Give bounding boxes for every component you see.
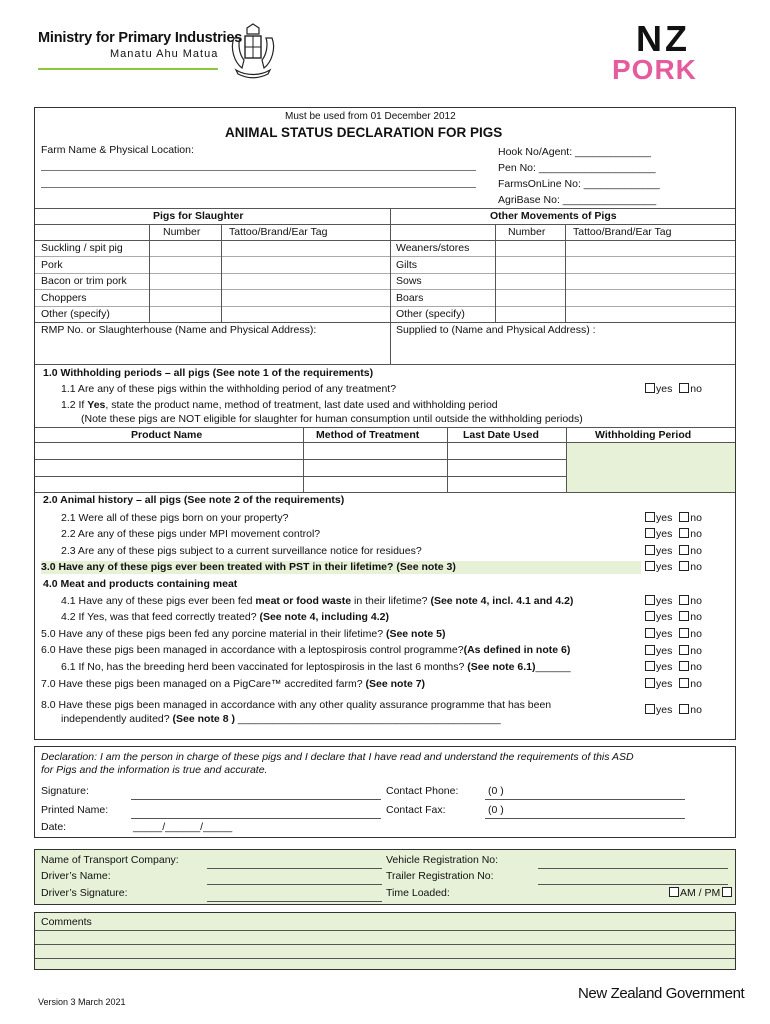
divider <box>35 364 735 365</box>
question-2-3: 2.3 Are any of these pigs subject to a current surveillance notice for residues? <box>61 545 422 557</box>
am-checkbox[interactable] <box>669 887 679 897</box>
am-pm-selector: AM / PM <box>669 887 733 899</box>
no-checkbox[interactable] <box>679 383 689 393</box>
no-checkbox[interactable] <box>679 528 689 538</box>
nz-pork-logo-bottom: PORK <box>612 54 697 85</box>
question-6-0: 6.0 Have these pigs been managed in accordance with a leptospirosis control programme?(As defined in note 6) <box>41 644 571 656</box>
col-withholding-period: Withholding Period <box>595 429 692 441</box>
slaughter-row: Bacon or trim pork <box>41 275 127 287</box>
question-8-0-cont: independently audited? (See note 8 ) _____________________________________________ <box>61 713 501 725</box>
slaughter-col-tag: Tattoo/Brand/Ear Tag <box>229 226 328 238</box>
yes-checkbox[interactable] <box>645 645 655 655</box>
divider <box>35 256 735 257</box>
question-2-1: 2.1 Were all of these pigs born on your property? <box>61 512 289 524</box>
logo-underline <box>38 68 218 70</box>
time-loaded-label: Time Loaded: <box>386 887 450 899</box>
comment-line[interactable] <box>35 930 735 931</box>
farm-line-2[interactable] <box>41 187 476 188</box>
nz-government-logo: New Zealand Government <box>578 985 745 1002</box>
divider <box>566 427 567 492</box>
nz-pork-logo-top: NZ <box>636 18 690 59</box>
withholding-period-shade <box>566 443 735 492</box>
transport-box <box>34 849 736 905</box>
divider <box>35 322 735 323</box>
yes-checkbox[interactable] <box>645 628 655 638</box>
yes-checkbox[interactable] <box>645 545 655 555</box>
declaration-text-1: Declaration: I am the person in charge of these pigs and I declare that I have read and understand the requirements of this ASD <box>41 751 634 763</box>
trailer-registration-label: Trailer Registration No: <box>386 870 494 882</box>
transport-company-label: Name of Transport Company: <box>41 854 179 866</box>
signature-line[interactable] <box>131 799 381 800</box>
farmsonline-field[interactable]: FarmsOnLine No: _____________ <box>498 178 660 190</box>
notice: Must be used from 01 December 2012 <box>285 111 456 122</box>
history-heading: 2.0 Animal history – all pigs (See note 2 of the requirements) <box>43 494 345 506</box>
comment-line[interactable] <box>35 944 735 945</box>
yes-no-3-0: yes no <box>645 561 702 573</box>
col-last-date: Last Date Used <box>463 429 539 441</box>
driver-name-line[interactable] <box>207 884 382 885</box>
slaughter-row: Pork <box>41 259 63 271</box>
no-checkbox[interactable] <box>679 704 689 714</box>
no-checkbox[interactable] <box>679 561 689 571</box>
trailer-registration-line[interactable] <box>538 884 728 885</box>
slaughter-heading: Pigs for Slaughter <box>153 210 244 222</box>
divider <box>495 224 496 322</box>
other-col-tag: Tattoo/Brand/Ear Tag <box>573 226 672 238</box>
declaration-box <box>34 746 736 838</box>
no-checkbox[interactable] <box>679 611 689 621</box>
no-checkbox[interactable] <box>679 678 689 688</box>
yes-checkbox[interactable] <box>645 704 655 714</box>
slaughter-row: Choppers <box>41 292 87 304</box>
rmp-label: RMP No. or Slaughterhouse (Name and Physical Address): <box>41 324 317 336</box>
divider <box>35 289 735 290</box>
version-text: Version 3 March 2021 <box>38 997 126 1007</box>
divider <box>35 273 735 274</box>
other-col-number: Number <box>508 226 546 238</box>
other-row: Other (specify) <box>396 308 465 320</box>
divider <box>447 427 448 492</box>
comment-line[interactable] <box>35 958 735 959</box>
slaughter-row: Suckling / spit pig <box>41 242 123 254</box>
col-product-name: Product Name <box>131 429 203 441</box>
driver-name-label: Driver’s Name: <box>41 870 111 882</box>
agribase-field[interactable]: AgriBase No: ________________ <box>498 194 657 206</box>
question-1-1: 1.1 Are any of these pigs within the withholding period of any treatment? <box>61 383 397 395</box>
contact-fax-label: Contact Fax: <box>386 804 446 816</box>
fax-line[interactable] <box>485 818 685 819</box>
driver-signature-label: Driver’s Signature: <box>41 887 128 899</box>
question-7-0: 7.0 Have these pigs been managed on a PigCare™ accredited farm? (See note 7) <box>41 678 426 690</box>
question-5-0: 5.0 Have any of these pigs been fed any porcine material in their lifetime? (See note 5) <box>41 628 446 640</box>
pen-no-field[interactable]: Pen No: ____________________ <box>498 162 656 174</box>
yes-no-4-1: yes no <box>645 595 702 607</box>
question-6-1: 6.1 If No, has the breeding herd been vaccinated for leptospirosis in the last 6 months? (See note 6.1)______ <box>61 661 571 673</box>
yes-no-7-0: yes no <box>645 678 702 690</box>
mpi-logo <box>38 30 242 60</box>
question-2-2: 2.2 Are any of these pigs under MPI movement control? <box>61 528 321 540</box>
other-row: Sows <box>396 275 422 287</box>
divider <box>35 208 735 209</box>
coat-of-arms-icon <box>228 22 278 80</box>
other-row: Weaners/stores <box>396 242 470 254</box>
other-row: Gilts <box>396 259 417 271</box>
main-form-box <box>34 107 736 740</box>
yes-checkbox[interactable] <box>645 383 655 393</box>
yes-checkbox[interactable] <box>645 512 655 522</box>
no-checkbox[interactable] <box>679 545 689 555</box>
contact-phone-field[interactable]: (0 ) <box>488 785 504 797</box>
pm-checkbox[interactable] <box>722 887 732 897</box>
phone-line[interactable] <box>485 799 685 800</box>
farm-line-1[interactable] <box>41 170 476 171</box>
contact-fax-field[interactable]: (0 ) <box>488 804 504 816</box>
yes-no-2-1: yes no <box>645 512 702 524</box>
divider <box>35 427 735 428</box>
transport-company-line[interactable] <box>207 868 382 869</box>
yes-no-5-0: yes no <box>645 628 702 640</box>
yes-checkbox[interactable] <box>645 661 655 671</box>
supplied-to-label: Supplied to (Name and Physical Address) : <box>396 324 596 336</box>
question-4-2: 4.2 If Yes, was that feed correctly treated? (See note 4, including 4.2) <box>61 611 389 623</box>
divider <box>565 224 566 322</box>
question-8-0: 8.0 Have these pigs been managed in accordance with any other quality assurance programme that has been <box>41 699 552 711</box>
declaration-text-2: for Pigs and the information is true and accurate. <box>41 764 268 776</box>
no-checkbox[interactable] <box>679 628 689 638</box>
yes-checkbox[interactable] <box>645 595 655 605</box>
yes-no-4-2: yes no <box>645 611 702 623</box>
vehicle-registration-line[interactable] <box>538 868 728 869</box>
question-4-1: 4.1 Have any of these pigs ever been fed meat or food waste in their lifetime? (See note 4, incl. 4.1 and 4.2) <box>61 595 574 607</box>
yes-checkbox[interactable] <box>645 678 655 688</box>
yes-no-1-1: yes no <box>645 383 702 395</box>
slaughter-col-number: Number <box>163 226 201 238</box>
divider <box>35 492 735 493</box>
question-3-0: 3.0 Have any of these pigs ever been treated with PST in their lifetime? (See note 3) <box>41 561 641 574</box>
question-1-2: 1.2 If Yes, state the product name, method of treatment, last date used and withholding period <box>61 399 498 411</box>
other-movements-heading: Other Movements of Pigs <box>490 210 617 222</box>
date-label: Date: <box>41 821 67 833</box>
comments-label: Comments <box>41 916 92 928</box>
form-title: ANIMAL STATUS DECLARATION FOR PIGS <box>225 125 503 140</box>
contact-phone-label: Contact Phone: <box>386 785 459 797</box>
divider <box>221 224 222 322</box>
divider <box>35 240 735 241</box>
driver-signature-line[interactable] <box>207 901 382 902</box>
no-checkbox[interactable] <box>679 512 689 522</box>
no-checkbox[interactable] <box>679 595 689 605</box>
withholding-heading: 1.0 Withholding periods – all pigs (See note 1 of the requirements) <box>43 367 374 379</box>
divider <box>149 224 150 322</box>
other-row: Boars <box>396 292 424 304</box>
vehicle-registration-label: Vehicle Registration No: <box>386 854 499 866</box>
yes-no-6-1: yes no <box>645 661 702 673</box>
signature-label: Signature: <box>41 785 89 797</box>
yes-checkbox[interactable] <box>645 528 655 538</box>
slaughter-row: Other (specify) <box>41 308 110 320</box>
yes-no-2-3: yes no <box>645 545 702 557</box>
divider <box>35 306 735 307</box>
divider <box>35 224 735 225</box>
yes-checkbox[interactable] <box>645 561 655 571</box>
yes-no-8-0: yes no <box>645 704 702 716</box>
ministry-name: Ministry for Primary Industries <box>38 30 243 46</box>
section-4-0: 4.0 Meat and products containing meat <box>43 578 238 590</box>
comments-box <box>34 912 736 970</box>
date-field[interactable]: _____/______/_____ <box>133 821 233 833</box>
yes-no-2-2: yes no <box>645 528 702 540</box>
yes-no-6-0: yes no <box>645 645 702 657</box>
divider <box>303 427 304 492</box>
ministry-maori-name: Manatu Ahu Matua <box>110 48 219 60</box>
hook-no-field[interactable]: Hook No/Agent: _____________ <box>498 146 651 158</box>
col-method: Method of Treatment <box>316 429 420 441</box>
yes-checkbox[interactable] <box>645 611 655 621</box>
question-1-2-note: (Note these pigs are NOT eligible for slaughter for human consumption until outside the withholding periods) <box>81 413 583 425</box>
printed-name-line[interactable] <box>131 818 381 819</box>
printed-name-label: Printed Name: <box>41 804 109 816</box>
no-checkbox[interactable] <box>679 661 689 671</box>
divider <box>390 208 391 364</box>
farm-name-label: Farm Name & Physical Location: <box>41 144 194 156</box>
no-checkbox[interactable] <box>679 645 689 655</box>
